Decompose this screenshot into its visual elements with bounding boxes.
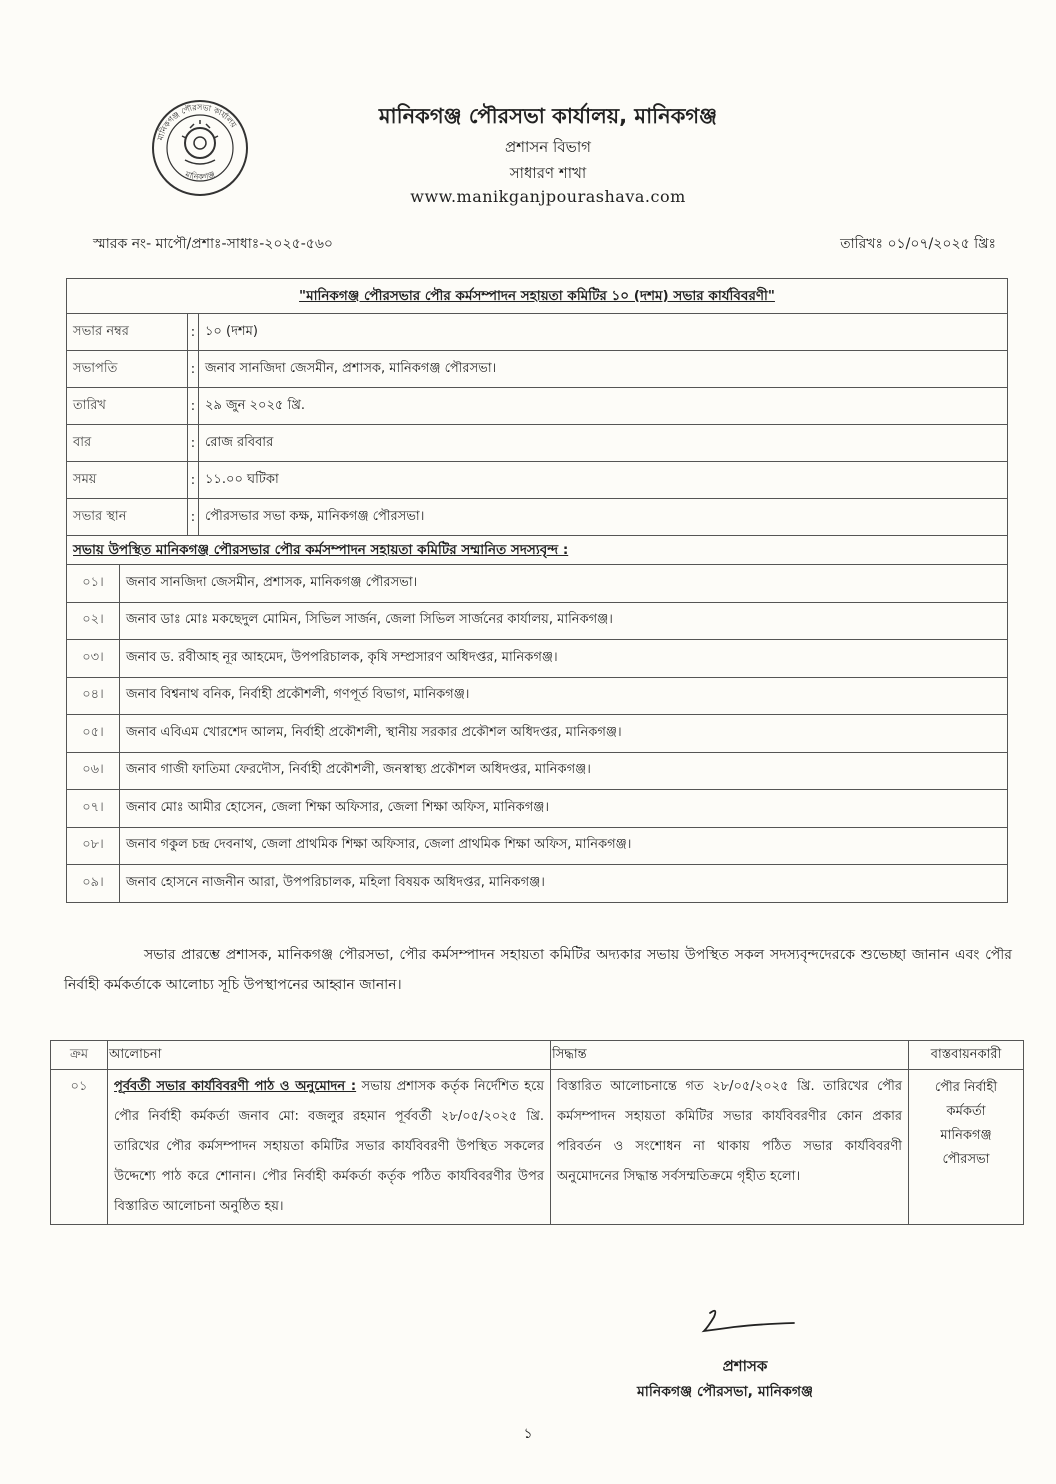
- info-label: সভাপতি: [67, 351, 188, 388]
- info-value: ১১.০০ ঘটিকা: [199, 462, 1008, 499]
- member-number: ০১।: [67, 565, 120, 602]
- member-name: জনাব গাজী ফাতিমা ফেরদৌস, নির্বাহী প্রকৌশলী, জনস্বাস্থ্য প্রকৌশল অধিদপ্তর, মানিকগঞ্জ।: [120, 752, 1008, 790]
- info-row: [67, 425, 1008, 462]
- agenda-topic: পূর্ববর্তী সভার কার্যবিবরণী পাঠ ও অনুমোদন :: [114, 1079, 357, 1094]
- members-heading: সভায় উপস্থিত মানিকগঞ্জ পৌরসভার পৌর কর্মসম্পাদন সহায়তা কমিটির সম্মানিত সদস্যবৃন্দ :: [67, 536, 1008, 565]
- header-serial: ক্রম: [51, 1041, 108, 1070]
- members-list: [67, 565, 1007, 902]
- member-number: ০২।: [67, 602, 120, 640]
- department-name: প্রশাসন বিভাগ: [504, 138, 592, 156]
- member-name: জনাব হোসনে নাজনীন আরা, উপপরিচালক, মহিলা বিষয়ক অধিদপ্তর, মানিকগঞ্জ।: [120, 865, 1008, 902]
- info-row: [67, 351, 1008, 388]
- intro-paragraph: সভার প্রারম্ভে প্রশাসক, মানিকগঞ্জ পৌরসভা, পৌর কর্মসম্পাদন সহায়তা কমিটির অদ্যকার সভায় উপস্থিত সকল সদস্যবৃন্দদেরকে শুভেচ্ছা জানান এবং পৌর নির্বাহী কর্মকর্তাকে আলোচ্য সূচি উপস্থাপনের আহ্বান জানান।: [64, 947, 1012, 993]
- meeting-title: "মানিকগঞ্জ পৌরসভার পৌর কর্মসম্পাদন সহায়তা কমিটির ১০ (দশম) সভার কার্যবিবরণী": [67, 279, 1008, 314]
- info-value: জনাব সানজিদা জেসমীন, প্রশাসক, মানিকগঞ্জ পৌরসভা।: [199, 351, 1008, 388]
- branch-name: সাধারণ শাখা: [509, 164, 587, 182]
- member-row: [67, 865, 1007, 902]
- info-label: বার: [67, 425, 188, 462]
- page-number: ১: [523, 1426, 533, 1442]
- header-implementer: বাস্তবায়নকারী: [909, 1041, 1024, 1070]
- info-separator: :: [188, 351, 199, 388]
- agenda-row: [51, 1070, 1024, 1225]
- seal-bottom-text: মানিকগঞ্জ: [184, 169, 217, 182]
- info-row: [67, 499, 1008, 536]
- member-number: ০৩।: [67, 640, 120, 678]
- member-row: [67, 602, 1007, 640]
- member-name: জনাব ডাঃ মোঃ মকছেদুল মোমিন, সিভিল সার্জন, জেলা সিভিল সার্জনের কার্যালয়, মানিকগঞ্জ।: [120, 602, 1008, 640]
- info-separator: :: [188, 425, 199, 462]
- info-row: [67, 314, 1008, 351]
- implementer-line: পৌর নির্বাহী: [934, 1080, 998, 1095]
- agenda-discussion: [108, 1070, 551, 1225]
- member-name: জনাব মোঃ আমীর হোসেন, জেলা শিক্ষা অফিসার, জেলা শিক্ষা অফিস, মানিকগঞ্জ।: [120, 790, 1008, 828]
- office-title: মানিকগঞ্জ পৌরসভা কার্যালয়, মানিকগঞ্জ: [378, 104, 718, 128]
- member-name: জনাব বিশ্বনাথ বনিক, নির্বাহী প্রকৌশলী, গণপূর্ত বিভাগ, মানিকগঞ্জ।: [120, 677, 1008, 715]
- member-number: ০৯।: [67, 865, 120, 902]
- member-row: [67, 565, 1007, 602]
- info-separator: :: [188, 388, 199, 425]
- info-separator: :: [188, 499, 199, 536]
- implementer-line: পৌরসভা: [942, 1152, 990, 1167]
- info-separator: :: [188, 314, 199, 351]
- info-label: সভার নম্বর: [67, 314, 188, 351]
- member-row: [67, 677, 1007, 715]
- issue-date: তারিখঃ ০১/০৭/২০২৫ খ্রিঃ: [840, 236, 996, 252]
- implementer-line: মানিকগঞ্জ: [940, 1128, 992, 1143]
- agenda-header-row: [51, 1041, 1024, 1070]
- member-row: [67, 715, 1007, 753]
- agenda-serial: ০১: [51, 1070, 108, 1225]
- info-row: [67, 462, 1008, 499]
- member-number: ০৫।: [67, 715, 120, 753]
- member-number: ০৬।: [67, 752, 120, 790]
- member-name: জনাব গকুল চন্দ্র দেবনাথ, জেলা প্রাথমিক শিক্ষা অফিসার, জেলা প্রাথমিক শিক্ষা অফিস, মানিকগঞ্জ।: [120, 827, 1008, 865]
- member-row: [67, 640, 1007, 678]
- member-name: জনাব সানজিদা জেসমীন, প্রশাসক, মানিকগঞ্জ পৌরসভা।: [120, 565, 1008, 602]
- info-label: সভার স্থান: [67, 499, 188, 536]
- member-row: [67, 752, 1007, 790]
- agenda-decision: বিস্তারিত আলোচনান্তে গত ২৮/০৫/২০২৫ খ্রি. তারিখের পৌর কর্মসম্পাদন সহায়তা কমিটির সভার কার্যবিবরণীর কোন প্রকার পরিবর্তন ও সংশোধন না থাকায় পঠিত সভার কার্যবিবরণী অনুমোদনের সিদ্ধান্ত সর্বসম্মতিক্রমে গৃহীত হলো।: [551, 1070, 909, 1225]
- header-discussion: আলোচনা: [108, 1041, 551, 1070]
- handwritten-signature: [690, 1305, 800, 1345]
- member-number: ০৮।: [67, 827, 120, 865]
- website-url: www.manikganjpourashava.com: [410, 187, 686, 206]
- info-value: ১০ (দশম): [199, 314, 1008, 351]
- info-row: [67, 388, 1008, 425]
- member-row: [67, 790, 1007, 828]
- signatory-role: প্রশাসক: [722, 1357, 768, 1375]
- agenda-discussion-text: সভায় প্রশাসক কর্তৃক নির্দেশিত হয়ে পৌর নির্বাহী কর্মকর্তা জনাব মো: বজলুর রহমান পূর্ববর্তী ২৮/০৫/২০২৫ খ্রি. তারিখের পৌর কর্মসম্পাদন সহায়তা কমিটির সভার কার্যবিবরণী উপস্থিত সকলের উদ্দেশ্যে পাঠ করে শোনান। পৌর নির্বাহী কর্মকর্তা কর্তৃক পঠিত কার্যবিবরণীর উপর বিস্তারিত আলোচনা অনুষ্ঠিত হয়।: [114, 1079, 544, 1214]
- agenda-table: [50, 1040, 1024, 1225]
- member-row: [67, 827, 1007, 865]
- info-label: সময়: [67, 462, 188, 499]
- info-value: রোজ রবিবার: [199, 425, 1008, 462]
- signatory-office: মানিকগঞ্জ পৌরসভা, মানিকগঞ্জ: [637, 1384, 813, 1400]
- info-separator: :: [188, 462, 199, 499]
- member-number: ০৪।: [67, 677, 120, 715]
- header-decision: সিদ্ধান্ত: [551, 1041, 909, 1070]
- memo-number: স্মারক নং- মাপৌ/প্রশাঃ-সাধাঃ-২০২৫-৫৬০: [93, 236, 334, 252]
- member-name: জনাব এবিএম খোরশেদ আলম, নির্বাহী প্রকৌশলী, স্থানীয় সরকার প্রকৌশল অধিদপ্তর, মানিকগঞ্জ।: [120, 715, 1008, 753]
- seal-top-text: মানিকগঞ্জ পৌরসভা কার্যালয়: [155, 102, 239, 142]
- implementer-line: কর্মকর্তা: [946, 1104, 986, 1119]
- info-value: পৌরসভার সভা কক্ষ, মানিকগঞ্জ পৌরসভা।: [199, 499, 1008, 536]
- member-name: জনাব ড. রবীআহ নূর আহমেদ, উপপরিচালক, কৃষি সম্প্রসারণ অধিদপ্তর, মানিকগঞ্জ।: [120, 640, 1008, 678]
- agenda-implementer: [909, 1070, 1024, 1225]
- member-number: ০৭।: [67, 790, 120, 828]
- meeting-info-table: [66, 278, 1008, 903]
- info-label: তারিখ: [67, 388, 188, 425]
- info-value: ২৯ জুন ২০২৫ খ্রি.: [199, 388, 1008, 425]
